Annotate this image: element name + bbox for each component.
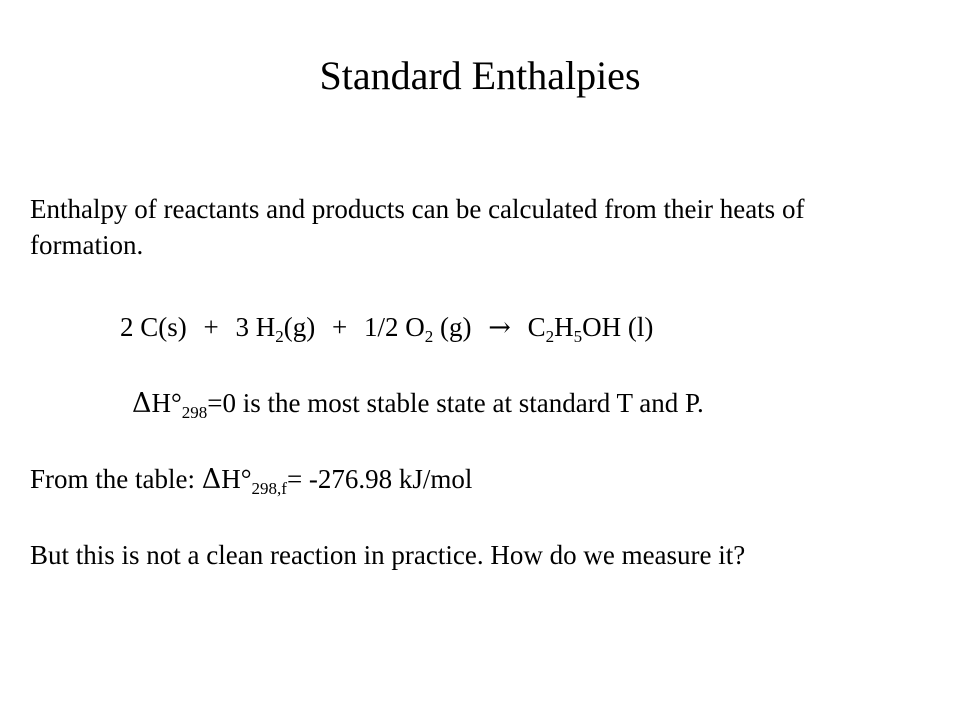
reactant-hydrogen: 3 $H_2(g)$	[235, 312, 316, 346]
reaction-equation	[120, 309, 653, 346]
formation-enthalpy-value: From the table: $\Delta H^\circ_{298,f}= -276.98$ kJ/mol	[30, 464, 473, 498]
delta-symbol: Δ	[201, 464, 222, 495]
reactant-carbon: 2 C(s)	[120, 312, 187, 342]
measurement-question: But this is not a clean reaction in practice. How do we measure it?	[30, 540, 746, 570]
reactant-oxygen: 1/2 $O_2$ (g)	[363, 312, 472, 346]
intro-text: Enthalpy of reactants and products can be calculated from their heats of formation.	[30, 194, 805, 260]
product-ethanol: $C_2H_5OH$ (l)	[527, 312, 654, 346]
slide-title: Standard Enthalpies	[319, 53, 641, 98]
delta-symbol: Δ	[132, 388, 152, 419]
plus-sign: +	[203, 312, 219, 342]
reaction-arrow-icon: →	[488, 312, 511, 343]
standard-state-note: $\Delta H^\circ_{298}=0$ is the most stable state at standard T and P.	[132, 388, 704, 422]
plus-sign: +	[331, 312, 348, 342]
